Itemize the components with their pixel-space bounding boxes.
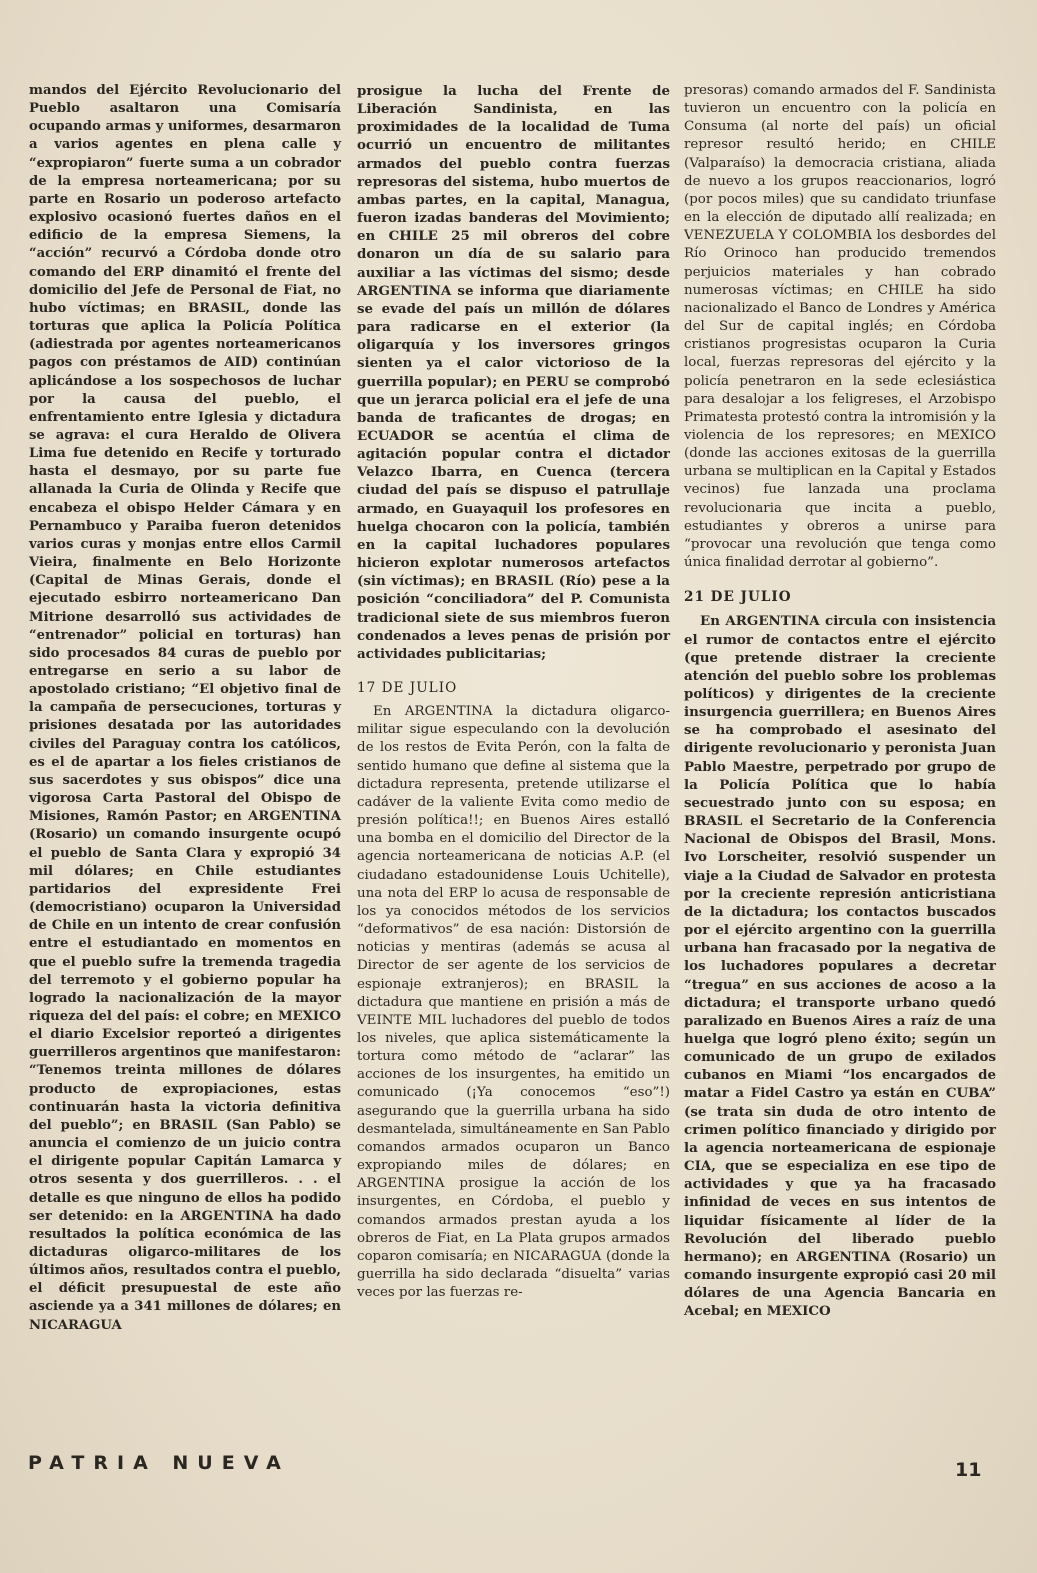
column-3 xyxy=(684,82,996,1320)
date-heading-21-julio: 21 DE JULIO xyxy=(684,589,792,606)
publication-name: PATRIA NUEVA xyxy=(28,1452,290,1474)
column-3-paragraph-1: presoras) comando armados del F. Sandinista tuvieron un encuentro con la policía en Consuma (al norte del país) un oficial represor resultó herido; en CHILE (Valparaíso) la democracia cristiana, aliada de nuevo a los grupos reaccionarios, logró (por pocos miles) que su candidato triunfase en la elección de diputado allí realizada; en VENEZUELA Y COLOMBIA los desbordes del Río Orinoco han producido tremendos perjuicios materiales y han cobrado numerosas víctimas; en CHILE ha sido nacionalizado el Banco de Londres y América del Sur de capital inglés; en Córdoba cristianos progresistas ocuparon la Curia local, fuerzas represoras del ejército y la policía penetraron en la sede eclesiástica para desalojar a los feligreses, el Arzobispo Primatesta protestó contra la intromisión y la violencia de los represores; en MEXICO (donde las acciones exitosas de la guerrilla urbana se multiplican en la Capital y Estados vecinos) fue lanzada una proclama revolucionaria que incita a pueblo, estudiantes y obreros a unirse para “provocar una revolución que tenga como única finalidad derrotar al gobierno”. xyxy=(684,83,996,571)
column-1-paragraph: mandos del Ejército Revolucionario del Pueblo asaltaron una Comisaría ocupando armas y uniformes, desarmaron a varios agentes en plena calle y “expropiaron” fuerte suma a un cobrador de la empresa norteamericana; por su parte en Rosario un poderoso artefacto explosivo ocasionó fuertes daños en el edificio de la empresa Siemens, la “acción” recurvó a Córdoba donde otro comando del ERP dinamitó el frente del domicilio del Jefe de Personal de Fiat, no hubo víctimas; en BRASIL, donde las torturas que aplica la Policía Política (adiestrada por agentes norteamericanos pagos con préstamos de AID) continúan aplicándose a los sospechosos de luchar por la causa del pueblo, el enfrentamiento entre Iglesia y dictadura se agrava: el cura Heraldo de Olivera Lima fue detenido en Recife y torturado hasta el desmayo, por su parte fue allanada la Curia de Olinda y Recife que encabeza el obispo Helder Cámara y en Pernambuco y Paraiba fueron detenidos varios curas y monjas entre ellos Carmil Vieira, finalmente en Belo Horizonte (Capital de Minas Gerais, donde el ejecutado esbirro norteamericano Dan Mitrione desarrolló sus actividades de “entrenador” policial en torturas) han sido procesados 84 curas de pueblo por entregarse en serio a su labor de apostolado cristiano; “El objetivo final de la campaña de persecuciones, torturas y prisiones desatada por las autoridades civiles del Paraguay contra los católicos, es el de apartar a los fieles cristianos de sus sacerdotes y sus obispos” dice una vigorosa Carta Pastoral del Obispo de Misiones, Ramón Pastor; en ARGENTINA (Rosario) un comando insurgente ocupó el pueblo de Santa Clara y expropió 34 mil dólares; en Chile estudiantes partidarios del expresidente Frei (democristiano) ocuparon la Universidad de Chile en un intento de crear confusión entre el estudiantado en momentos en que el pueblo sufre la tremenda tragedia del terremoto y el gobierno popular ha logrado la nacionalización de la mayor riqueza del del país: el cobre; en MEXICO el diario Excelsior reporteó a dirigentes guerrilleros argentinos que manifestaron: “Tenemos treinta millones de dólares producto de expropiaciones, estas continuarán hasta la victoria definitiva del pueblo”; en BRASIL (San Pablo) se anuncia el comienzo de un juicio contra el dirigente popular Capitán Lamarca y otros sesenta y dos guerrilleros. . . el detalle es que ninguno de ellos ha podido ser detenido: en la ARGENTINA ha dado resultados la política económica de las dictaduras oligarco-militares de los últimos años, resultados contra el pueblo, el déficit presupuestal de este año asciende ya a 341 millones de dólares; en NICARAGUA xyxy=(29,83,341,1333)
date-heading-17-julio: 17 DE JULIO xyxy=(357,680,458,696)
column-2-paragraph-1: prosigue la lucha del Frente de Liberación Sandinista, en las proximidades de la localidad de Tuma ocurrió un encuentro de militantes armados del pueblo contra fuerzas represoras del sistema, hubo muertos de ambas partes, en la capital, Managua, fueron izadas banderas del Movimiento; en CHILE 25 mil obreros del cobre donaron un día de su salario para auxiliar a las víctimas del sismo; desde ARGENTINA se informa que diariamente se evade del país un millón de dólares para radicarse en el exterior (la oligarquía y los inversores gringos sienten ya el calor victorioso de la guerrilla popular); en PERU se comprobó que un jerarca policial era el jefe de una banda de traficantes de drogas; en ECUADOR se acentúa el clima de agitación popular contra el dictador Velazco Ibarra, en Cuenca (tercera ciudad del país se dispuso el patrullaje armado, en Guayaquil los profesores en huelga chocaron con la policía, también en la capital luchadores populares hicieron explotar numerosos artefactos (sin víctimas); en BRASIL (Río) pese a la posición “conciliadora” del P. Comunista tradicional siete de sus miembros fueron condenados a leves penas de prisión por actividades publicitarias; xyxy=(357,83,670,662)
column-2 xyxy=(357,82,670,1302)
page-number: 11 xyxy=(955,1459,982,1481)
column-1 xyxy=(29,82,341,1335)
column-3-paragraph-2: En ARGENTINA circula con insistencia el rumor de contactos entre el ejército (que pretende distraer la creciente atención del pueblo sobre los problemas políticos) y dirigentes de la creciente insurgencia guerrillera; en Buenos Aires se ha comprobado el asesinato del dirigente revolucionario y peronista Juan Pablo Maestre, perpetrado por grupo de la Policía Política que lo había secuestrado junto con su esposa; en BRASIL el Secretario de la Conferencia Nacional de Obispos del Brasil, Mons. Ivo Lorscheiter, resolvió suspender un viaje a la Ciudad de Salvador en protesta por la creciente represión anticristiana de la dictadura; los contactos buscados por el ejército argentino con la guerrilla urbana han fracasado por la negativa de los luchadores populares a decretar “tregua” en sus acciones de acoso a la dictadura; el transporte urbano quedó paralizado en Buenos Aires a raíz de una huelga que logró pleno éxito; según un comunicado de un grupo de exilados cubanos en Miami “los encargados de matar a Fidel Castro ya están en CUBA” (se trata sin duda de otro intento de crimen político financiado y dirigido por la agencia norteamericana de espionaje CIA, que se especializa en ese tipo de actividades y que ya ha fracasado infinidad de veces en sus intentos de liquidar físicamente al líder de la Revolución del liberado pueblo hermano); en ARGENTINA (Rosario) un comando insurgente expropió casi 20 mil dólares de una Agencia Bancaria en Acebal; en MEXICO xyxy=(684,613,996,1320)
column-2-paragraph-2: En ARGENTINA la dictadura oligarco-militar sigue especulando con la devolución de los restos de Evita Perón, con la falta de sentido humano que define al sistema que la dictadura representa, pretende utilizarse el cadáver de la valiente Evita como medio de presión política!!; en Buenos Aires estalló una bomba en el domicilio del Director de la agencia norteamericana de noticias A.P. (el ciudadano estadounidense Louis Uchitelle), una nota del ERP lo acusa de responsable de los ya conocidos métodos de los servicios “deformativos” de esa nación: Distorsión de noticias y mentiras (además se acusa al Director de ser agente de los servicios de espionaje extranjeros); en BRASIL la dictadura que mantiene en prisión a más de VEINTE MIL luchadores del pueblo de todos los niveles, que aplica sistemáticamente la tortura como método de “aclarar” las acciones de los insurgentes, ha emitido un comunicado (¡Ya conocemos “eso”!) asegurando que la guerrilla urbana ha sido desmantelada, simultáneamente en San Pablo comandos armados ocuparon un Banco expropiando miles de dólares; en ARGENTINA prosigue la acción de los insurgentes, en Córdoba, el pueblo y comandos armados prestan ayuda a los obreros de Fiat, en La Plata grupos armados coparon comisaría; en NICARAGUA (donde la guerrilla ha sido declarada “disuelta” varias veces por las fuerzas re- xyxy=(357,704,670,1301)
